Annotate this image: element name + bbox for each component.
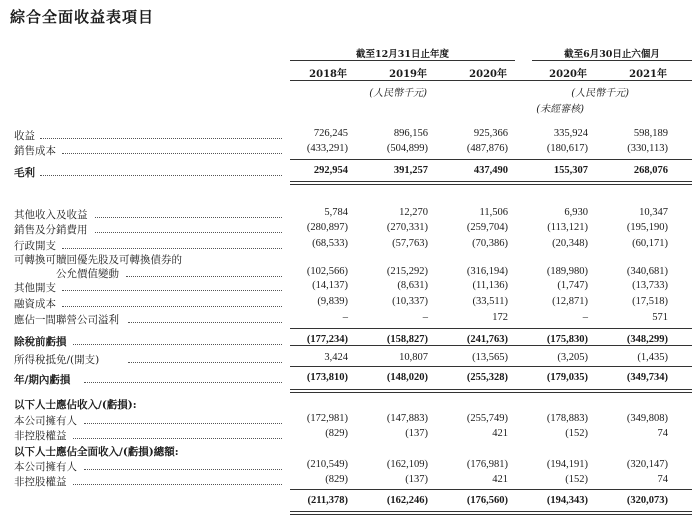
total-rule xyxy=(290,184,692,185)
cell-value: 172 xyxy=(492,312,508,323)
row-label: 本公司擁有人 xyxy=(14,415,77,427)
header-group-fiscal-year: 截至12月31日止年度 xyxy=(356,49,449,60)
header-year-2020-h1: 2020年 xyxy=(549,69,587,80)
cell-value: (8,631) xyxy=(397,280,428,291)
total-rule xyxy=(290,392,692,393)
cell-value: (102,566) xyxy=(306,266,348,277)
cell-value: (829) xyxy=(325,474,348,485)
total-rule xyxy=(290,389,692,390)
cell-value: – xyxy=(582,312,588,323)
total-rule xyxy=(290,514,692,515)
cell-value: (68,533) xyxy=(312,238,348,249)
header-year-2021-h1: 2021年 xyxy=(629,69,667,80)
cell-value: 74 xyxy=(657,474,668,485)
cell-value: (9,839) xyxy=(317,296,348,307)
cell-value: 12,270 xyxy=(399,207,428,218)
cell-value: (14,137) xyxy=(312,280,348,291)
cell-value: 268,076 xyxy=(633,165,668,176)
cell-value: 292,954 xyxy=(313,165,348,176)
cell-value: 74 xyxy=(657,428,668,439)
cell-value: (137) xyxy=(405,428,428,439)
row-label: 其他開支 xyxy=(14,282,56,294)
cell-value: (176,981) xyxy=(466,459,508,470)
cell-value: 391,257 xyxy=(393,165,428,176)
row-label: 所得稅抵免/(開支) xyxy=(14,354,100,366)
cell-value: (316,194) xyxy=(466,266,508,277)
cell-value: (172,981) xyxy=(306,413,348,424)
cell-value: (10,337) xyxy=(392,296,428,307)
cell-value: 6,930 xyxy=(564,207,588,218)
cell-value: (57,763) xyxy=(392,238,428,249)
cell-value: (152) xyxy=(565,474,588,485)
row-label: 銷售成本 xyxy=(14,145,56,157)
cell-value: (433,291) xyxy=(306,143,348,154)
leader-dots xyxy=(73,476,282,485)
row-label: 本公司擁有人 xyxy=(14,461,77,473)
total-rule xyxy=(290,489,692,490)
cell-value: (215,292) xyxy=(386,266,428,277)
cell-value: (13,733) xyxy=(632,280,668,291)
cell-value: 421 xyxy=(492,474,508,485)
cell-value: (179,035) xyxy=(546,372,588,383)
cell-value: 598,189 xyxy=(633,128,668,139)
leader-dots xyxy=(128,314,282,323)
cell-value: (175,830) xyxy=(546,334,588,345)
leader-dots xyxy=(40,130,282,139)
row-label: 融資成本 xyxy=(14,298,56,310)
cell-value: (13,565) xyxy=(472,352,508,363)
cell-value: (152) xyxy=(565,428,588,439)
cell-value: (349,734) xyxy=(626,372,668,383)
cell-value: (330,113) xyxy=(627,143,668,154)
leader-dots xyxy=(62,282,282,291)
cell-value: (3,205) xyxy=(557,352,588,363)
cell-value: (17,518) xyxy=(632,296,668,307)
total-rule xyxy=(290,511,692,512)
cell-value: (33,511) xyxy=(472,296,508,307)
row-label: 以下人士應佔收入/(虧損): xyxy=(14,399,137,411)
cell-value: (148,020) xyxy=(386,372,428,383)
cell-value: (177,234) xyxy=(306,334,348,345)
unaudited-label: (未經審核) xyxy=(536,104,584,115)
cell-value: 571 xyxy=(652,312,668,323)
cell-value: (147,883) xyxy=(386,413,428,424)
row-label: 毛利 xyxy=(14,167,35,179)
cell-value: 421 xyxy=(492,428,508,439)
header-rule-group2 xyxy=(532,60,692,61)
row-label: 非控股權益 xyxy=(14,430,67,442)
leader-dots xyxy=(40,167,282,176)
cell-value: (178,883) xyxy=(546,413,588,424)
total-rule xyxy=(290,366,692,367)
page-title: 綜合全面收益表項目 xyxy=(10,8,155,26)
cell-value: (241,763) xyxy=(466,334,508,345)
cell-value: 335,924 xyxy=(553,128,588,139)
leader-dots xyxy=(62,240,282,249)
cell-value: 10,347 xyxy=(639,207,668,218)
cell-value: (162,109) xyxy=(386,459,428,470)
cell-value: (320,073) xyxy=(626,495,668,506)
cell-value: (20,348) xyxy=(552,238,588,249)
cell-value: (1,435) xyxy=(637,352,668,363)
cell-value: (210,549) xyxy=(306,459,348,470)
cell-value: – xyxy=(422,312,428,323)
row-label: 收益 xyxy=(14,130,35,142)
leader-dots xyxy=(62,145,282,154)
cell-value: (137) xyxy=(405,474,428,485)
cell-value: 11,506 xyxy=(479,207,508,218)
header-year-2018: 2018年 xyxy=(309,69,347,80)
row-label: 銷售及分銷費用 xyxy=(14,224,88,236)
cell-value: (194,343) xyxy=(546,495,588,506)
header-rule-years xyxy=(290,80,692,81)
leader-dots xyxy=(84,374,282,383)
cell-value: (60,171) xyxy=(632,238,668,249)
cell-value: – xyxy=(342,312,348,323)
cell-value: (504,899) xyxy=(386,143,428,154)
leader-dots xyxy=(73,336,282,345)
total-rule xyxy=(290,345,692,346)
cell-value: (320,147) xyxy=(626,459,668,470)
cell-value: (829) xyxy=(325,428,348,439)
header-year-2020: 2020年 xyxy=(469,69,507,80)
cell-value: (195,190) xyxy=(626,222,668,233)
cell-value: 5,784 xyxy=(324,207,348,218)
total-rule xyxy=(290,328,692,329)
header-year-2019: 2019年 xyxy=(389,69,427,80)
row-label: 以下人士應佔全面收入/(虧損)總額: xyxy=(14,446,179,458)
cell-value: 10,807 xyxy=(399,352,428,363)
row-label: 除稅前虧損 xyxy=(14,336,67,348)
cell-value: (70,386) xyxy=(472,238,508,249)
row-label: 年/期內虧損 xyxy=(14,374,71,386)
leader-dots xyxy=(126,268,282,277)
leader-dots xyxy=(73,430,282,439)
header-group-six-months: 截至6月30日止六個月 xyxy=(564,49,660,60)
total-rule xyxy=(290,181,692,182)
cell-value: (211,378) xyxy=(307,495,348,506)
leader-dots xyxy=(95,209,282,218)
cell-value: (348,299) xyxy=(626,334,668,345)
row-label: 非控股權益 xyxy=(14,476,67,488)
unit-label-fiscal: (人民幣千元) xyxy=(369,88,427,99)
leader-dots xyxy=(62,298,282,307)
cell-value: 3,424 xyxy=(324,352,348,363)
row-label: 應佔一間聯營公司溢利 xyxy=(14,314,119,326)
cell-value: (162,246) xyxy=(386,495,428,506)
row-label: 可轉換可贖回優先股及可轉換債券的 xyxy=(14,254,182,266)
unit-label-interim: (人民幣千元) xyxy=(571,88,629,99)
cell-value: 437,490 xyxy=(473,165,508,176)
row-label: 其他收入及收益 xyxy=(14,209,88,221)
cell-value: (280,897) xyxy=(306,222,348,233)
cell-value: (487,876) xyxy=(466,143,508,154)
cell-value: (194,191) xyxy=(546,459,588,470)
cell-value: (349,808) xyxy=(626,413,668,424)
cell-value: (255,749) xyxy=(466,413,508,424)
cell-value: (259,704) xyxy=(466,222,508,233)
cell-value: (189,980) xyxy=(546,266,588,277)
cell-value: (270,331) xyxy=(386,222,428,233)
cell-value: (11,136) xyxy=(472,280,508,291)
cell-value: (176,560) xyxy=(466,495,508,506)
cell-value: (113,121) xyxy=(547,222,588,233)
cell-value: (180,617) xyxy=(546,143,588,154)
cell-value: 925,366 xyxy=(473,128,508,139)
cell-value: 155,307 xyxy=(553,165,588,176)
cell-value: (158,827) xyxy=(386,334,428,345)
cell-value: (255,328) xyxy=(466,372,508,383)
header-rule-group1 xyxy=(290,60,515,61)
cell-value: (1,747) xyxy=(557,280,588,291)
cell-value: (340,681) xyxy=(626,266,668,277)
cell-value: (12,871) xyxy=(552,296,588,307)
leader-dots xyxy=(84,461,282,470)
cell-value: 726,245 xyxy=(313,128,348,139)
row-label: 公允價值變動 xyxy=(56,268,119,280)
cell-value: 896,156 xyxy=(393,128,428,139)
row-label: 行政開支 xyxy=(14,240,56,252)
leader-dots xyxy=(84,415,282,424)
total-rule xyxy=(290,159,692,160)
leader-dots xyxy=(128,354,282,363)
cell-value: (173,810) xyxy=(306,372,348,383)
leader-dots xyxy=(95,224,282,233)
